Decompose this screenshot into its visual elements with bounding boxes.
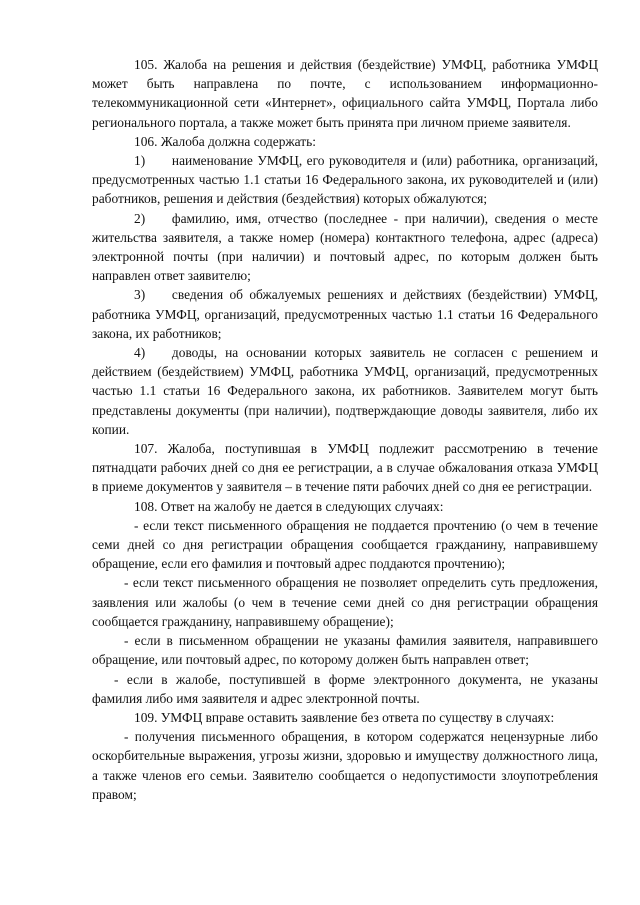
paragraph-109: 109. УМФЦ вправе оставить заявление без ответа по существу в случаях:	[134, 709, 555, 725]
paragraph-107: 107. Жалоба, поступившая в УМФЦ подлежит рассмотрению в течение пятнадцати рабочих дней со дня ее регистрации, а в случае обжалования отказа УМФЦ в приеме документов у заявителя – в течение пяти рабочих дней со дня ее регистрации.	[92, 441, 598, 495]
list-item-4: 4) доводы, на основании которых заявитель не согласен с решением и действием (бездействием) УМФЦ, работника УМФЦ, организаций, предусмотренных частью 1.1 статьи 16 Федерального закона, их работников. Заявителем могут быть представлены документы (при наличии), подтверждающие доводы заявителя, либо их копии.	[92, 345, 598, 437]
bullet-item-4: - если в жалобе, поступившей в форме электронного документа, не указаны фамилия либо имя заявителя и адрес электронной почты.	[92, 671, 598, 706]
bullet-item-5: - получения письменного обращения, в котором содержатся нецензурные либо оскорбительные выражения, угрозы жизни, здоровью и имуществу должностного лица, а также членов его семьи. Заявителю сообщается о недопустимости злоупотребления правом;	[92, 729, 598, 802]
bullet-item-1: - если текст письменного обращения не поддается прочтению (о чем в течение семи дней со дня регистрации обращения сообщается гражданину, направившему обращение, если его фамилия и почтовый адрес поддаются прочтению);	[92, 517, 598, 572]
paragraph-108: 108. Ответ на жалобу не дается в следующих случаях:	[134, 498, 444, 514]
list-item-1: 1) наименование УМФЦ, его руководителя и (или) работника, организаций, предусмотренных частью 1.1 статьи 16 Федерального закона, их руководителей и (или) работников, решения и действия (бездействия) которых обжалуются;	[92, 153, 598, 207]
list-item-3: 3) сведения об обжалуемых решениях и действиях (бездействии) УМФЦ, работника УМФЦ, организаций, предусмотренных частью 1.1 статьи 16 Федерального закона, их работников;	[92, 287, 598, 341]
paragraph-106: 106. Жалоба должна содержать:	[134, 133, 316, 149]
list-item-2: 2) фамилию, имя, отчество (последнее - при наличии), сведения о месте жительства заявителя, а также номер (номера) контактного телефона, адрес (адреса) электронной почты (при наличии) и почтовый адрес, по которым должен быть направлен ответ заявителю;	[92, 210, 598, 284]
bullet-item-2: - если текст письменного обращения не позволяет определить суть предложения, заявления или жалобы (о чем в течение семи дней со дня регистрации обращения сообщается гражданину, направившему обращение);	[92, 575, 598, 629]
bullet-item-3: - если в письменном обращении не указаны фамилия заявителя, направившего обращение, или почтовый адрес, по которому должен быть направлен ответ;	[92, 633, 598, 668]
paragraph-105: 105. Жалоба на решения и действия (бездействие) УМФЦ, работника УМФЦ может быть направлена по почте, с использованием информационно-телекоммуникационной сети «Интернет», официального сайта УМФЦ, Портала либо регионального портала, а также может быть принята при личном приеме заявителя.	[92, 57, 598, 130]
